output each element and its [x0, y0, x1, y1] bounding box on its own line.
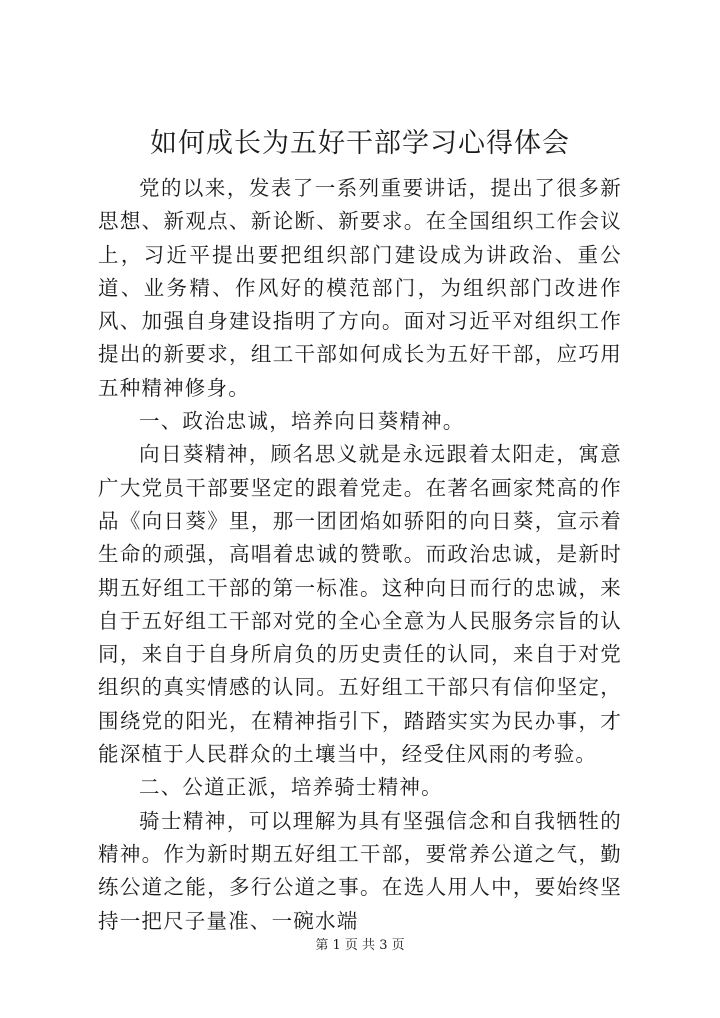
- section-heading-2: 二、公道正派，培养骑士精神。: [139, 775, 443, 800]
- section-paragraph-1: 向日葵精神，顾名思义就是永远跟着太阳走，寓意广大党员干部要坚定的跟着党走。在著名画家梵高的作品《向日葵》里，那一团团焰如骄阳的向日葵，宣示着生命的顽强，高唱着忠诚的赞歌。而政治忠诚，是新时期五好组工干部的第一标准。这种向日而行的忠诚，来自于五好组工干部对党的全心全意为人民服务宗旨的认同，来自于自身所肩负的历史责任的认同，来自于对党组织的真实情感的认同。五好组工干部只有信仰坚定，围绕党的阳光，在精神指引下，踏踏实实为民办事，才能深植于人民群众的土壤当中，经受住风雨的考验。: [98, 442, 622, 767]
- section-heading-1: 一、政治忠诚，培养向日葵精神。: [139, 409, 465, 434]
- page-footer: 第 1 页 共 3 页: [315, 938, 405, 953]
- section-paragraph-2: 骑士精神，可以理解为具有坚强信念和自我牺牲的精神。作为新时期五好组工干部，要常养公道之气，勤练公道之能，多行公道之事。在选人用人中，要始终坚持一把尺子量准、一碗水端: [98, 808, 622, 933]
- document-title: 如何成长为五好干部学习心得体会: [150, 128, 570, 159]
- intro-paragraph: 党的以来，发表了一系列重要讲话，提出了很多新思想、新观点、新论断、新要求。在全国组织工作会议上，习近平提出要把组织部门建设成为讲政治、重公道、业务精、作风好的模范部门，为组织部门改进作风、加强自身建设指明了方向。面对习近平对组织工作提出的新要求，组工干部如何成长为五好干部，应巧用五种精神修身。: [98, 176, 622, 400]
- document-body: [98, 172, 622, 938]
